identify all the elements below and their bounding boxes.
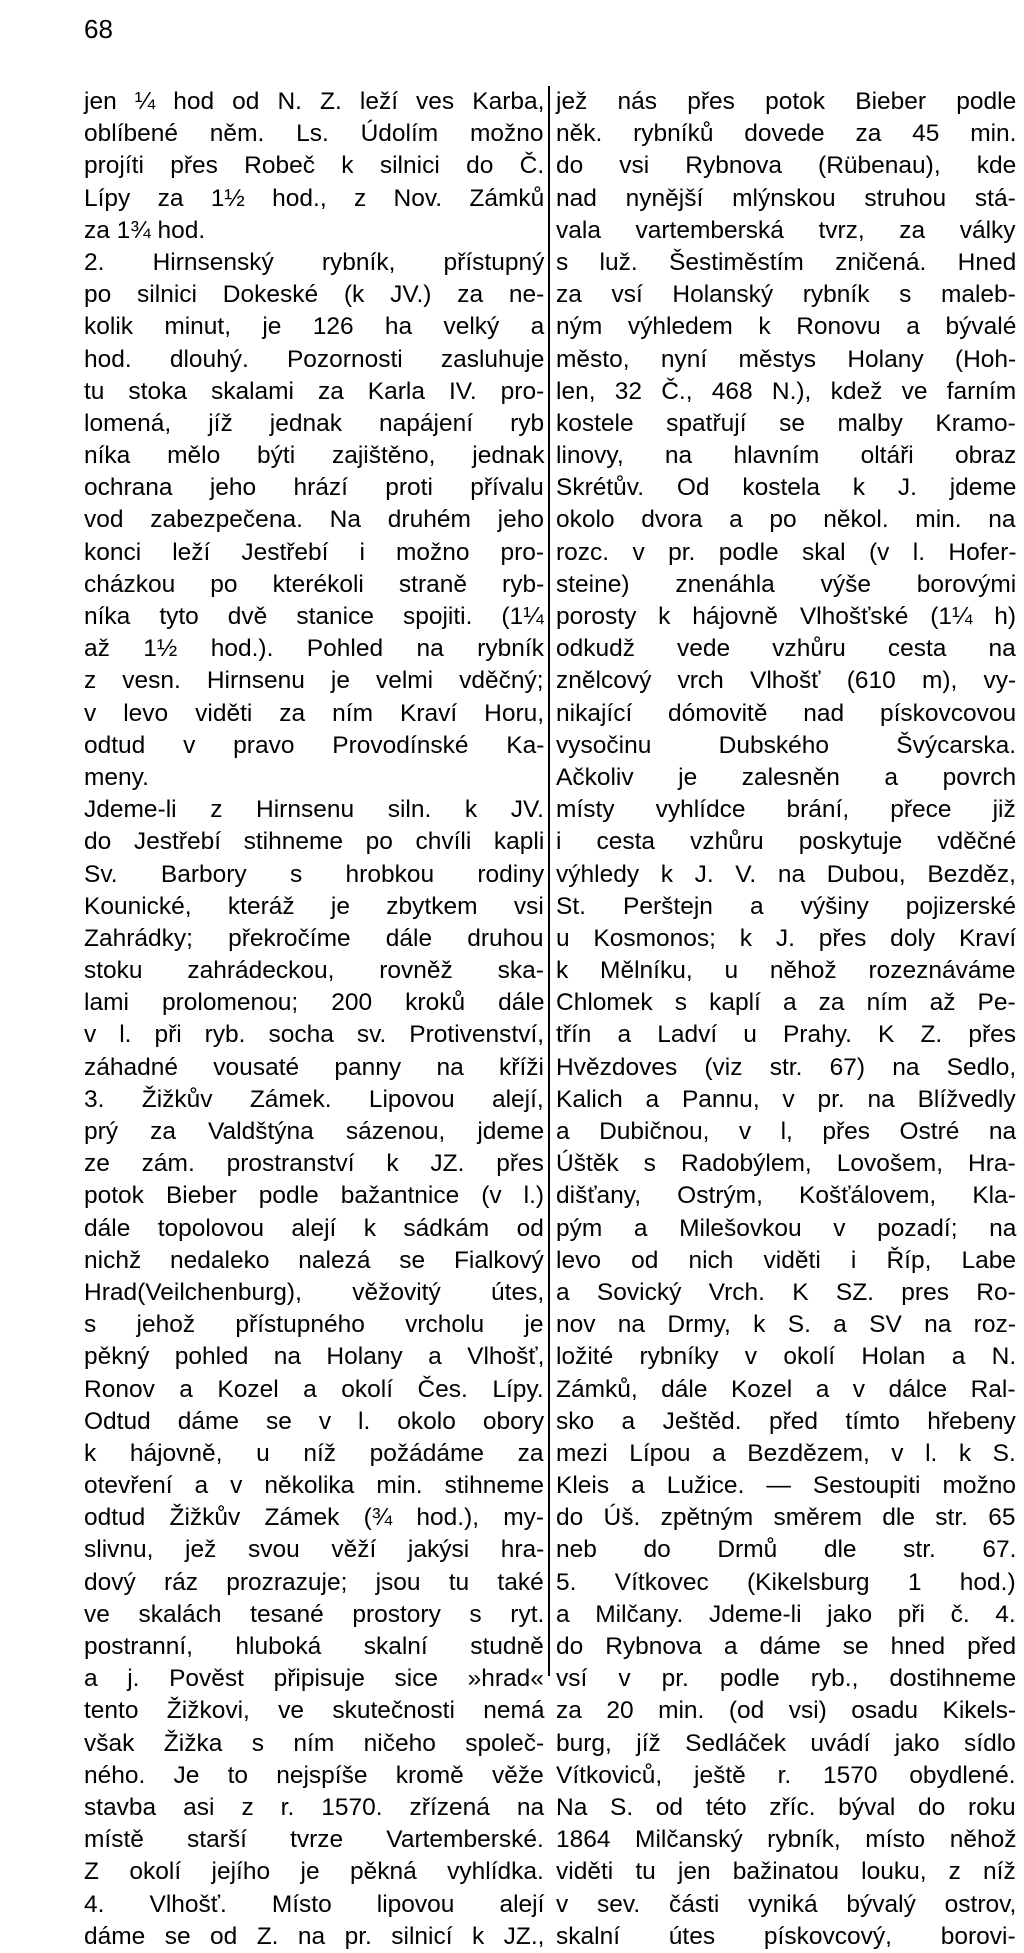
text-line: tento Žižkovi, ve skutečnosti nemá [84,1697,545,1725]
text-line: k hájovně, u níž požádáme za [84,1439,544,1467]
text-line: Zámků, dále Kozel a v dálce Ral- [556,1375,1016,1403]
text-line: okolo dvora a po někol. min. na [556,506,1016,534]
text-line: Kounické, kteráž je zbytkem vsi [84,892,544,920]
text-line: do Jestřebí stihneme po chvíli kapli [84,828,545,856]
text-line: burg, jíž Sedláček uvádí jako sídlo [556,1729,1016,1757]
text-line: i cesta vzhůru poskytuje vděčné [556,828,1017,856]
text-line: a Sovický Vrch. K SZ. pres Ro- [556,1278,1016,1306]
text-line: za 1¾ hod. [84,216,206,244]
text-line: slivnu, jež svou věží jakýsi hra- [84,1536,545,1564]
text-line: Hrad(Veilchenburg), věžovitý útes, [84,1278,545,1306]
text-line: níka tyto dvě stanice spojiti. (1¼ [84,603,544,630]
text-line: rozc. v pr. podle skal (v l. Hofer- [556,538,1017,566]
text-line: v levo viděti za ním Kraví Horu, [84,699,545,727]
text-line: ochrana jeho hrází proti přívalu [84,474,544,502]
text-line: cházkou po kterékoli straně ryb- [84,570,545,598]
text-line: Hvězdoves (viz str. 67) na Sedlo, [556,1053,1017,1081]
text-line: k Mělníku, u něhož rozeznáváme [556,957,1016,985]
text-line: Jdeme-li z Hirnsenu siln. k JV. [84,796,544,824]
text-line: odtud Žižkův Zámek (¾ hod.), my- [84,1504,545,1532]
text-line: třín a Ladví u Prahy. K Z. přes [556,1021,1016,1049]
text-line: něk. rybníků dovede za 45 min. [556,120,1017,148]
text-line: jen ¼ hod od N. Z. leží ves Karba, [84,88,545,115]
text-line: z vesn. Hirnsenu je velmi vděčný; [84,667,544,695]
column-divider [548,86,550,1676]
text-line: znělcový vrch Vlhošť (610 m), vy- [556,667,1017,695]
text-line: skalní útes pískovcový, borovi- [556,1922,1016,1950]
text-line: ného. Je to nejspíše kromě věže [84,1761,544,1789]
text-line: prý za Valdštýna sázenou, jdeme [84,1118,545,1145]
text-line: 5. Vítkovec (Kikelsburg 1 hod.) [556,1568,1016,1596]
text-line: pým a Milešovkou v pozadí; na [556,1214,1017,1242]
text-line: potok Bieber podle bažantnice (v l.) [84,1182,545,1210]
text-line: ným výhledem k Ronovu a bývalé [556,313,1017,341]
text-line: Z okolí jejího je pěkná vyhlídka. [84,1858,544,1886]
text-line: Lípy za 1½ hod., z Nov. Zámků [84,184,545,212]
text-line: nov na Drmy, k S. a SV na roz- [556,1311,1016,1339]
text-line: lomená, jíž jednak napájení ryb [84,409,545,437]
text-line: po silnici Dokeské (k JV.) za ne- [84,281,545,309]
text-line: do vsi Rybnova (Rübenau), kde [556,152,1017,180]
text-line: odkudž vede vzhůru cesta na [556,635,1016,663]
left-text-column [84,86,544,1953]
text-line: dáme se od Z. na pr. silnicí k JZ., [84,1922,545,1950]
text-line: konci leží Jestřebí i možno pro- [84,538,545,566]
text-line: v sev. části vyniká bývalý ostrov, [556,1890,1017,1918]
text-line: levo od nich viděti i Říp, Labe [556,1246,1017,1274]
text-line: tu stoka skalami za Karla IV. pro- [84,377,545,405]
text-line: postranní, hluboká skalní studně [84,1633,544,1660]
text-line: Kalich a Pannu, v pr. na Blížvedly [556,1085,1016,1113]
text-line: porosty k hájovně Vlhošťské (1¼ h) [556,603,1017,630]
text-line: stavba asi z r. 1570. zřízená na [84,1793,545,1821]
text-line: odtud v pravo Provodínské Ka- [84,731,545,759]
text-line: Chlomek s kaplí a za ním až Pe- [556,989,1016,1017]
text-line: vala vartemberská tvrz, za války [556,216,1016,244]
text-line: lami prolomenou; 200 kroků dále [84,989,545,1017]
text-line: Úštěk s Radobýlem, Lovošem, Hra- [556,1150,1016,1178]
text-line: vysočinu Dubského Švýcarska. [556,731,1017,759]
text-line: město, nyní městys Holany (Hoh- [556,345,1017,373]
text-line: oblíbené něm. Ls. Údolím možno [84,120,544,148]
text-line: viděti tu jen bažinatou louku, z níž [556,1858,1016,1886]
text-line: do Úš. zpětným směrem dle str. 65 [556,1504,1016,1532]
text-line: s luž. Šestiměstím zničená. Hned [556,248,1017,276]
text-line: len, 32 Č., 468 N.), kdež ve farním [556,377,1017,405]
text-line: a Dubičnou, v l, přes Ostré na [556,1118,1017,1145]
text-line: Odtud dáme se v l. okolo obory [84,1407,545,1435]
text-line: kostele spatřují se malby Kramo- [556,409,1016,437]
text-line: 2. Hirnsenský rybník, přístupný [84,248,545,276]
text-line: Kleis a Lužice. — Sestoupiti možno [556,1472,1017,1500]
text-line: Sv. Barbory s hrobkou rodiny [84,860,545,888]
text-line: vod zabezpečena. Na druhém jeho [84,506,545,534]
text-line: však Žižka s ním ničeho společ- [84,1729,545,1757]
text-line: Na S. od této zříc. býval do roku [556,1793,1016,1821]
text-line: projíti přes Robeč k silnici do Č. [84,152,545,180]
text-line: až 1½ hod.). Pohled na rybník [84,635,544,663]
text-line: jež nás přes potok Bieber podle [556,88,1017,115]
text-line: nad nynější mlýnskou struhou stá- [556,184,1016,212]
text-line: 1864 Milčanský rybník, místo něhož [556,1826,1017,1854]
text-line: v l. při ryb. socha sv. Protivenství, [84,1021,545,1049]
text-line: stoku zahrádeckou, rovněž ska- [84,957,544,985]
text-line: místy vyhlídce brání, přece již [556,796,1016,824]
text-line: Ačkoliv je zalesněn a povrch [556,763,1017,791]
right-text-column [556,86,1016,1953]
text-line: ložité rybníky v okolí Holan a N. [556,1343,1017,1371]
text-line: linovy, na hlavním oltáři obraz [556,442,1017,470]
text-line: pěkný pohled na Holany a Vlhošť, [84,1343,545,1371]
text-line: nikající dómovitě nad pískovcovou [556,699,1017,727]
text-line: ze zám. prostranství k JZ. přes [84,1150,544,1178]
text-line: do Rybnova a dáme se hned před [556,1633,1017,1660]
text-line: za 20 min. (od vsi) osadu Kikels- [556,1697,1017,1725]
text-line: Skrétův. Od kostela k J. jdeme [556,474,1017,502]
text-line: dišťany, Ostrým, Košťálovem, Kla- [556,1182,1016,1210]
text-line: sko a Ještěd. před tímto hřebeny [556,1407,1016,1435]
text-line: hod. dlouhý. Pozornosti zasluhuje [84,345,545,373]
text-line: neb do Drmů dle str. 67. [556,1536,1017,1564]
text-line: a Milčany. Jdeme-li jako při č. 4. [556,1600,1016,1628]
text-line: meny. [84,763,149,791]
text-line: dále topolovou alejí k sádkám od [84,1214,544,1242]
text-line: mezi Lípou a Bezdězem, v l. k S. [556,1439,1016,1467]
text-line: a j. Pověst připisuje sice »hrad« [84,1665,544,1693]
text-line: u Kosmonos; k J. přes doly Kraví [556,924,1017,952]
text-line: nichž nedaleko nalezá se Fialkový [84,1246,544,1274]
text-line: záhadné vousaté panny na kříži [84,1053,544,1081]
text-line: otevření a v několika min. stihneme [84,1472,545,1500]
text-line: Ronov a Kozel a okolí Čes. Lípy. [84,1375,544,1403]
text-line: 3. Žižkův Zámek. Lipovou alejí, [84,1085,544,1113]
text-line: níka mělo býti zajištěno, jednak [84,442,545,470]
text-line: Zahrádky; překročíme dále druhou [84,924,544,952]
text-line: 4. Vlhošť. Místo lipovou alejí [84,1890,545,1918]
text-line: kolik minut, je 126 ha velký a [84,313,545,341]
text-line: s jehož přístupného vrcholu je [84,1311,544,1339]
text-line: místě starší tvrze Vartemberské. [84,1826,544,1854]
text-line: steine) znenáhla výše borovými [556,570,1017,598]
text-line: dový ráz prozrazuje; jsou tu také [84,1568,544,1596]
text-line: za vsí Holanský rybník s maleb- [556,281,1016,309]
text-line: výhledy k J. V. na Dubou, Bezděz, [556,860,1016,888]
page-number: 68 [84,14,113,44]
text-line: Vítkoviců, ještě r. 1570 obydlené. [556,1761,1016,1789]
text-line: vsí v pr. podle ryb., dostihneme [556,1665,1017,1693]
text-line: ve skalách tesané prostory s ryt. [84,1600,545,1628]
text-line: St. Perštejn a výšiny pojizerské [556,892,1017,920]
